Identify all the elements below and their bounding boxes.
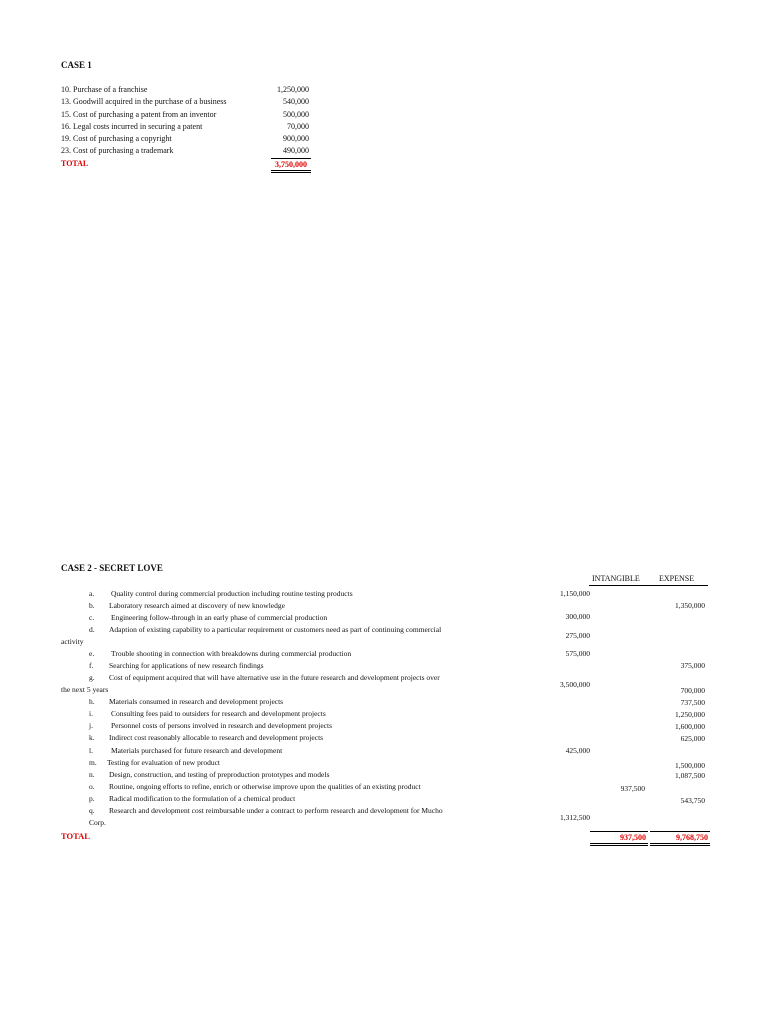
header-underline <box>589 585 708 586</box>
case1-row-label: 10. Purchase of a franchise <box>61 85 148 94</box>
expense-amount: 1,500,000 <box>675 761 705 770</box>
expense-amount: 737,500 <box>680 698 705 707</box>
item-letter: n. <box>89 770 95 779</box>
left-amount: 300,000 <box>565 612 590 621</box>
intangible-amount: 937,500 <box>620 784 645 793</box>
item-text: Cost of equipment acquired that will have alternative use in the future research and development projects over <box>109 673 440 682</box>
expense-amount: 375,000 <box>680 661 705 670</box>
item-text-continued: the next 5 years <box>61 685 109 694</box>
item-letter: e. <box>89 649 95 658</box>
item-text: Routine, ongoing efforts to refine, enrich or otherwise improve upon the qualities of an existing product <box>109 782 421 791</box>
item-letter: o. <box>89 782 95 791</box>
case2-total-expense: 9,768,750 <box>650 831 710 846</box>
left-amount: 1,150,000 <box>560 589 590 598</box>
item-text-continued: activity <box>61 637 84 646</box>
item-letter: j. <box>89 721 93 730</box>
left-amount: 425,000 <box>565 746 590 755</box>
expense-amount: 1,600,000 <box>675 722 705 731</box>
case1-row <box>61 145 321 157</box>
item-letter: i. <box>89 709 93 718</box>
item-text: Quality control during commercial production including routine testing products <box>111 589 353 598</box>
item-text: Adaption of existing capability to a particular requirement or customers need as part of continuing commercial <box>109 625 442 634</box>
item-letter: q. <box>89 806 95 815</box>
case1-row-amount: 1,250,000 <box>277 85 309 94</box>
case1-row <box>61 133 321 145</box>
item-text-continued: Corp. <box>89 818 106 827</box>
item-letter: p. <box>89 794 95 803</box>
item-text: Laboratory research aimed at discovery of new knowledge <box>109 601 285 610</box>
item-letter: l. <box>89 746 93 755</box>
item-letter: k. <box>89 733 95 742</box>
case1-row-label: 16. Legal costs incurred in securing a patent <box>61 121 203 131</box>
case1-total-label: TOTAL <box>61 158 89 168</box>
case1-row-amount: 70,000 <box>287 121 309 131</box>
expense-amount: 1,087,500 <box>675 771 705 780</box>
item-text: Consulting fees paid to outsiders for research and development projects <box>111 709 326 718</box>
item-letter: c. <box>89 613 95 622</box>
item-letter: a. <box>89 589 95 598</box>
col-header-expense: EXPENSE <box>659 574 695 583</box>
item-text: Materials purchased for future research and development <box>111 746 283 755</box>
case1-row <box>61 121 321 133</box>
item-text: Radical modification to the formulation of a chemical product <box>109 794 296 803</box>
item-text: Design, construction, and testing of preproduction prototypes and models <box>109 770 330 779</box>
case2-total-intangible: 937,500 <box>590 831 648 846</box>
left-amount: 575,000 <box>565 649 590 658</box>
item-letter: d. <box>89 625 95 634</box>
item-letter: m. <box>89 758 97 767</box>
left-amount: 275,000 <box>565 631 590 640</box>
item-text: Trouble shooting in connection with breakdowns during commercial production <box>111 649 352 658</box>
item-text: Materials consumed in research and development projects <box>109 697 284 706</box>
item-letter: f. <box>89 661 94 670</box>
case1-row-amount: 900,000 <box>283 134 309 144</box>
item-text: Indirect cost reasonably allocable to research and development projects <box>109 733 324 742</box>
expense-amount: 1,350,000 <box>675 601 705 610</box>
case1-row-amount: 540,000 <box>283 97 309 107</box>
item-letter: h. <box>89 697 95 706</box>
case1-title: CASE 1 <box>61 60 92 70</box>
case1-table <box>61 84 321 170</box>
expense-amount: 1,250,000 <box>675 710 705 719</box>
case1-row <box>61 84 321 96</box>
case2-total-label: TOTAL <box>61 831 90 841</box>
item-text: Searching for applications of new research findings <box>109 661 264 670</box>
expense-amount: 543,750 <box>680 796 705 805</box>
left-amount: 1,312,500 <box>560 813 590 822</box>
case1-row <box>61 109 321 121</box>
case1-row-label: 23. Cost of purchasing a trademark <box>61 146 174 156</box>
item-letter: b. <box>89 601 95 610</box>
case1-row-label: 15. Cost of purchasing a patent from an inventor <box>61 109 217 119</box>
item-text: Personnel costs of persons involved in research and development projects <box>111 721 332 730</box>
item-letter: g. <box>89 673 95 682</box>
expense-amount: 625,000 <box>680 734 705 743</box>
case2-title: CASE 2 - SECRET LOVE <box>61 563 163 573</box>
case1-row-amount: 490,000 <box>283 146 309 156</box>
item-text: Research and development cost reimbursable under a contract to perform research and development for Mucho <box>109 806 443 815</box>
case1-row-label: 19. Cost of purchasing a copyright <box>61 134 172 144</box>
item-text: Testing for evaluation of new product <box>107 758 220 767</box>
case1-row-amount: 500,000 <box>283 109 309 119</box>
col-header-intangible: INTANGIBLE <box>592 574 640 583</box>
case1-total-amount: 3,750,000 <box>271 158 311 173</box>
case1-total-row <box>61 158 321 170</box>
left-amount: 3,500,000 <box>560 680 590 689</box>
item-text: Engineering follow-through in an early phase of commercial production <box>111 613 328 622</box>
case1-row <box>61 96 321 108</box>
expense-amount: 700,000 <box>680 686 705 695</box>
case1-row-label: 13. Goodwill acquired in the purchase of a business <box>61 97 227 107</box>
